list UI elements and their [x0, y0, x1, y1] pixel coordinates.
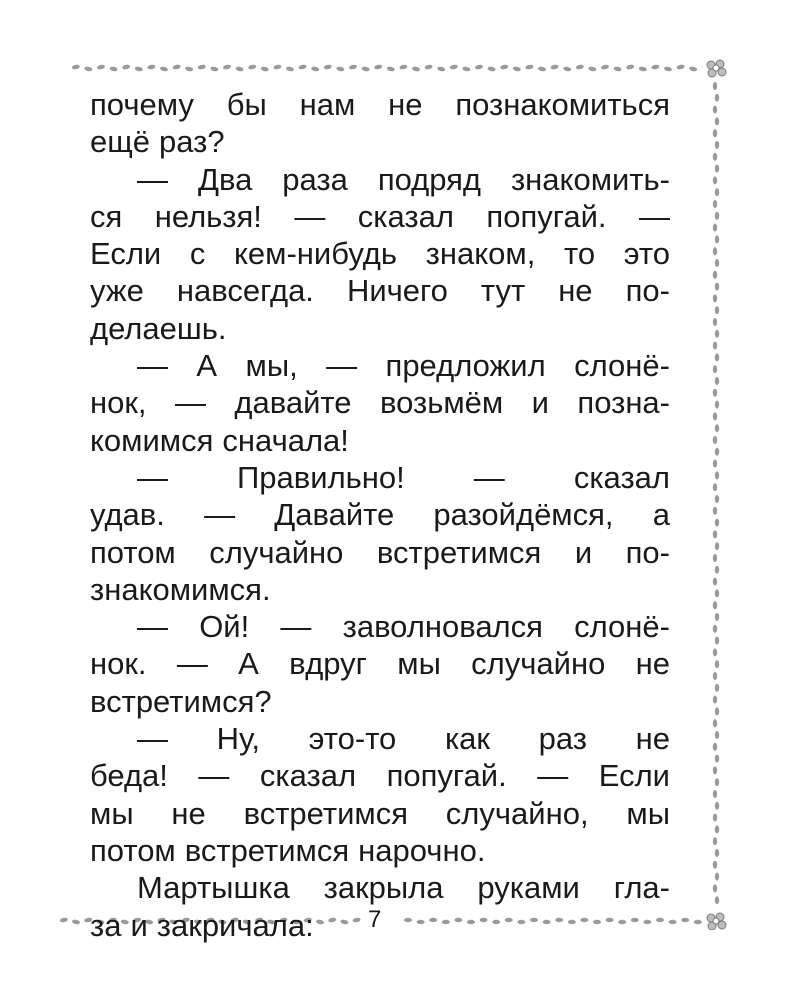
ornament-dot: [349, 64, 358, 70]
ornament-dot: [323, 64, 332, 70]
ornament-dot: [713, 625, 717, 633]
ornament-dot: [715, 589, 719, 597]
ornament-dot: [713, 460, 717, 468]
ornament-dot: [512, 66, 521, 72]
ornament-dot: [713, 200, 717, 208]
ornament-dot: [487, 66, 496, 72]
ornament-dot: [475, 64, 484, 70]
ornament-dot: [715, 330, 719, 338]
text-line: потом случайно встретимся и по-: [90, 534, 670, 570]
ornament-dot: [713, 483, 717, 491]
ornament-dot: [715, 424, 719, 432]
text-line: знакомимся.: [90, 571, 271, 607]
ornament-dot: [260, 66, 269, 72]
ornament-dot: [713, 247, 717, 255]
ornament-dot: [715, 495, 719, 503]
ornament-dot: [374, 64, 383, 70]
ornament-dot: [626, 64, 635, 70]
text-line: мы не встретимся случайно, мы: [90, 795, 670, 831]
ornament-dot: [97, 64, 106, 70]
ornament-dot: [713, 507, 717, 515]
text-line: делаешь.: [90, 310, 227, 346]
ornament-dot: [601, 64, 610, 70]
ornament-dot: [713, 884, 717, 892]
ornament-dot: [713, 176, 717, 184]
ornament-dot: [713, 389, 717, 397]
ornament-dot: [172, 64, 181, 70]
ornament-dot: [59, 917, 68, 923]
ornament-dot: [715, 235, 719, 243]
ornament-dot: [713, 412, 717, 420]
ornament-dot: [122, 64, 131, 70]
ornament-dot: [715, 283, 719, 291]
ornament-dot: [449, 64, 458, 70]
ornament-dot: [713, 719, 717, 727]
ornament-dot: [715, 117, 719, 125]
ornament-dot: [399, 64, 408, 70]
text-line: — Два раза подряд знакомить-: [137, 161, 670, 197]
ornament-dot: [713, 743, 717, 751]
ornament-dot: [715, 259, 719, 267]
ornament-dot: [651, 64, 660, 70]
ornament-dot: [664, 66, 673, 72]
text-line: уже навсегда. Ничего тут не по-: [90, 273, 670, 309]
ornament-dot: [715, 660, 719, 668]
flower-ornament-bottom-right: [707, 913, 726, 930]
top-ornament-border: [70, 58, 736, 78]
ornament-dot: [412, 66, 421, 72]
ornament-dot: [715, 94, 719, 102]
text-line: ся нельзя! — сказал попугай. —: [90, 198, 670, 234]
ornament-dot: [286, 66, 295, 72]
ornament-dot: [715, 141, 719, 149]
ornament-dot: [715, 471, 719, 479]
ornament-dot: [235, 66, 244, 72]
ornament-dot: [713, 578, 717, 586]
ornament-dot: [336, 66, 345, 72]
ornament-dot: [575, 64, 584, 70]
ornament-dot: [713, 294, 717, 302]
ornament-dot: [713, 436, 717, 444]
ornament-dot: [713, 106, 717, 114]
ornament-dot: [715, 731, 719, 739]
ornament-dot: [210, 66, 219, 72]
ornament-dot: [361, 66, 370, 72]
ornament-dot: [462, 66, 471, 72]
ornament-dot: [694, 920, 702, 924]
ornament-dot: [311, 66, 320, 72]
ornament-dot: [160, 66, 169, 72]
text-line: за и закричала:: [90, 907, 314, 943]
right-ornament-border: [704, 80, 728, 910]
ornament-dot: [715, 401, 719, 409]
ornament-dot: [713, 648, 717, 656]
ornament-dot: [713, 318, 717, 326]
text-line: — А мы, — предложил слонё-: [137, 348, 670, 384]
text-line: — Правильно! — сказал: [137, 459, 670, 495]
ornament-dot: [713, 82, 717, 90]
ornament-dot: [715, 896, 719, 904]
ornament-dot: [713, 814, 717, 822]
ornament-dot: [437, 66, 446, 72]
ornament-dot: [71, 64, 80, 70]
ornament-dot: [715, 353, 719, 361]
ornament-dot: [713, 554, 717, 562]
ornament-dot: [715, 684, 719, 692]
ornament-dot: [715, 755, 719, 763]
ornament-dot: [72, 919, 81, 925]
text-line: Если с кем-нибудь знаком, то это: [90, 236, 670, 272]
ornament-dot: [715, 613, 719, 621]
text-line: Мартышка закрыла руками гла-: [137, 870, 670, 906]
ornament-dot: [538, 66, 547, 72]
ornament-dot: [715, 448, 719, 456]
ornament-dot: [248, 64, 257, 70]
text-line: удав. — Давайте разойдёмся, а: [90, 497, 670, 533]
ornament-dot: [715, 707, 719, 715]
ornament-dot: [197, 64, 206, 70]
ornament-dot: [689, 66, 698, 72]
ornament-dot: [715, 377, 719, 385]
ornament-dot: [715, 778, 719, 786]
ornament-dot: [713, 342, 717, 350]
ornament-dot: [525, 64, 534, 70]
text-line: комимся сначала!: [90, 422, 349, 458]
text-line: беда! — сказал попугай. — Если: [90, 758, 670, 794]
ornament-dot: [223, 64, 232, 70]
ornament-dot: [109, 66, 118, 72]
flower-ornament-top-right: [707, 60, 726, 77]
text-line: нок, — давайте возьмём и позна-: [90, 385, 670, 421]
ornament-dot: [715, 212, 719, 220]
ornament-dot: [134, 66, 143, 72]
ornament-dot: [713, 861, 717, 869]
text-line: нок. — А вдруг мы случайно не: [90, 646, 670, 682]
ornament-dot: [713, 672, 717, 680]
ornament-dot: [713, 224, 717, 232]
ornament-dot: [715, 519, 719, 527]
page-number: 7: [368, 906, 382, 933]
ornament-dot: [563, 66, 572, 72]
ornament-dot: [713, 601, 717, 609]
ornament-dot: [713, 365, 717, 373]
ornament-dot: [715, 637, 719, 645]
text-line: почему бы нам не познакомиться: [90, 87, 670, 122]
ornament-dot: [715, 188, 719, 196]
ornament-dot: [588, 66, 597, 72]
ornament-dot: [715, 566, 719, 574]
text-line: ещё раз?: [90, 124, 225, 160]
ornament-dot: [500, 64, 509, 70]
text-line: встретимся?: [90, 683, 272, 719]
ornament-dot: [147, 64, 156, 70]
ornament-dot: [713, 696, 717, 704]
ornament-dot: [298, 64, 307, 70]
ornament-dot: [550, 64, 559, 70]
ornament-dot: [713, 153, 717, 161]
ornament-dot: [681, 918, 689, 922]
ornament-dot: [676, 64, 685, 70]
ornament-dot: [715, 802, 719, 810]
ornament-dot: [715, 306, 719, 314]
ornament-dot: [185, 66, 194, 72]
ornament-dot: [715, 165, 719, 173]
ornament-dot: [273, 64, 282, 70]
ornament-dot: [713, 766, 717, 774]
ornament-dot: [715, 825, 719, 833]
ornament-dot: [84, 66, 93, 72]
ornament-dot: [424, 64, 433, 70]
ornament-dot: [386, 66, 395, 72]
text-line: — Ну, это-то как раз не: [137, 721, 670, 757]
ornament-dot: [638, 66, 647, 72]
ornament-dot: [713, 837, 717, 845]
ornament-dot: [613, 66, 622, 72]
ornament-dot: [713, 790, 717, 798]
ornament-dot: [715, 873, 719, 881]
ornament-dot: [715, 849, 719, 857]
ornament-dot: [715, 542, 719, 550]
text-line: — Ой! — заволновался слонё-: [137, 609, 670, 645]
ornament-dot: [713, 129, 717, 137]
ornament-dot: [713, 530, 717, 538]
ornament-dot: [713, 271, 717, 279]
story-text: [90, 86, 670, 944]
text-line: потом встретимся нарочно.: [90, 832, 486, 868]
